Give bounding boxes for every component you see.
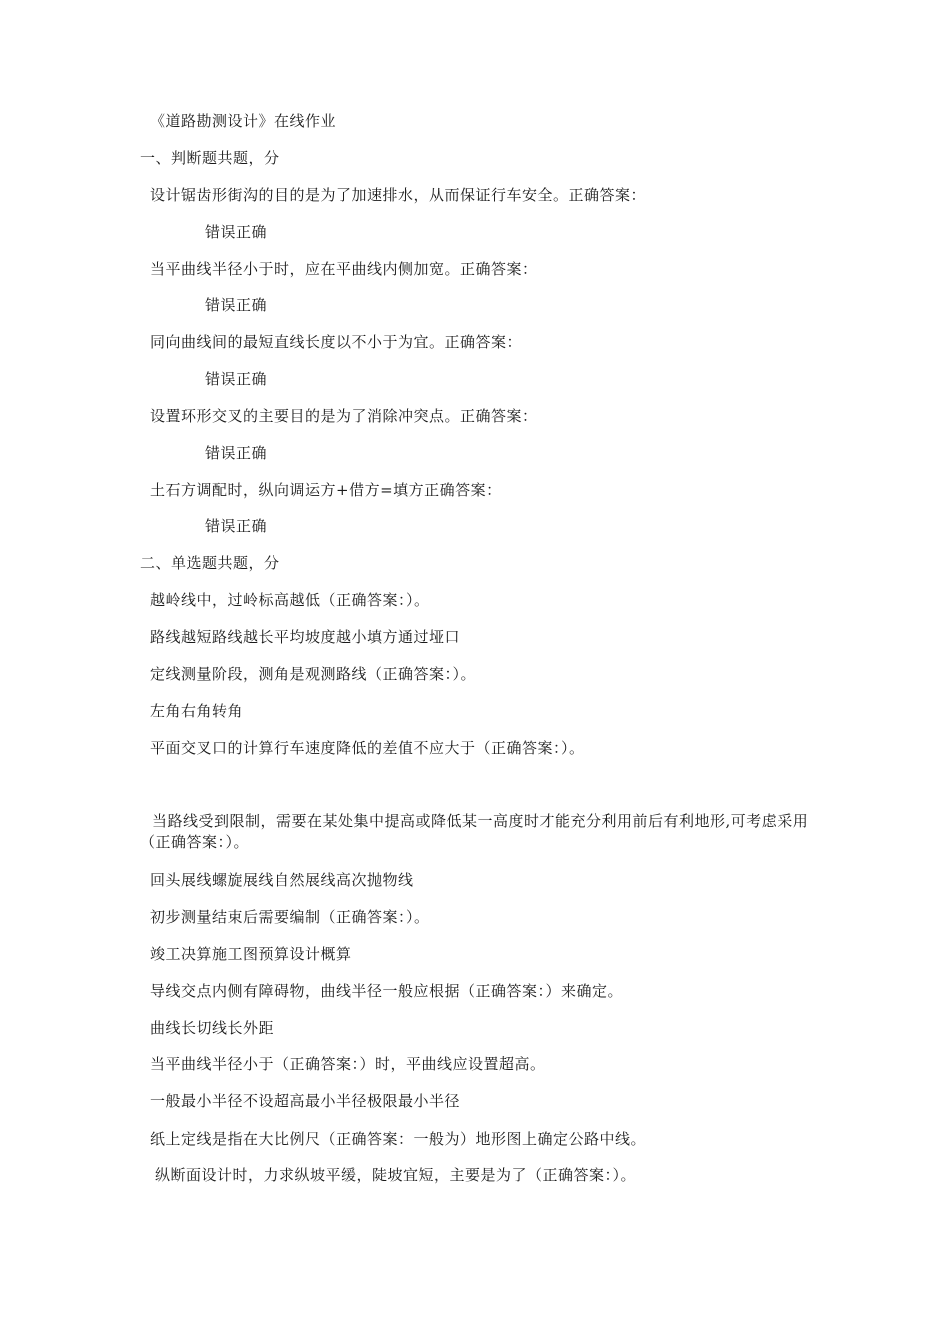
question-options: 一般最小半径不设超高最小半径极限最小半径 xyxy=(150,1092,461,1110)
question-options: 错误正确 xyxy=(205,296,268,314)
question-options: 错误正确 xyxy=(205,444,268,462)
section-heading-single-choice: 二、单选题共题，分 xyxy=(140,554,280,572)
question-options: 竣工决算施工图预算设计概算 xyxy=(150,945,352,963)
section-heading-true-false: 一、判断题共题，分 xyxy=(140,149,280,167)
question-options: 错误正确 xyxy=(205,223,268,241)
question-text: 初步测量结束后需要编制（正确答案：）。 xyxy=(150,908,430,926)
question-options: 回头展线螺旋展线自然展线高次抛物线 xyxy=(150,871,414,889)
question-text: 越岭线中，过岭标高越低（正确答案：）。 xyxy=(150,591,430,609)
question-text: 导线交点内侧有障碍物，曲线半径一般应根据（正确答案：）来确定。 xyxy=(150,982,624,1000)
question-text: 当路线受到限制，需要在某处集中提高或降低某一高度时才能充分利用前后有利地形,可考虑采用（正确答案：）。 xyxy=(140,812,809,851)
question-text: 纵断面设计时，力求纵坡平缓，陡坡宜短，主要是为了（正确答案：）。 xyxy=(155,1166,637,1184)
question-text: 设置环形交叉的主要目的是为了消除冲突点。正确答案： xyxy=(150,407,538,425)
question-text: 平面交叉口的计算行车速度降低的差值不应大于（正确答案：）。 xyxy=(150,739,585,757)
question-text: 设计锯齿形街沟的目的是为了加速排水，从而保证行车安全。正确答案： xyxy=(150,186,647,204)
question-text: 纸上定线是指在大比例尺（正确答案：一般为）地形图上确定公路中线。 xyxy=(150,1130,647,1148)
question-options: 错误正确 xyxy=(205,370,268,388)
question-options: 错误正确 xyxy=(205,517,268,535)
question-text: 同向曲线间的最短直线长度以不小于为宜。正确答案： xyxy=(150,333,523,351)
question-options: 左角右角转角 xyxy=(150,702,244,720)
question-options: 曲线长切线长外距 xyxy=(150,1019,275,1037)
document-title: 《道路勘测设计》在线作业 xyxy=(150,112,337,130)
question-text: 土石方调配时，纵向调运方+借方=填方正确答案： xyxy=(150,481,502,499)
question-text: 当平曲线半径小于（正确答案：）时，平曲线应设置超高。 xyxy=(150,1055,546,1073)
question-text: 当平曲线半径小于时，应在平曲线内侧加宽。正确答案： xyxy=(150,260,538,278)
question-options: 路线越短路线越长平均坡度越小填方通过垭口 xyxy=(150,628,461,646)
question-text: 定线测量阶段，测角是观测路线（正确答案：）。 xyxy=(150,665,477,683)
